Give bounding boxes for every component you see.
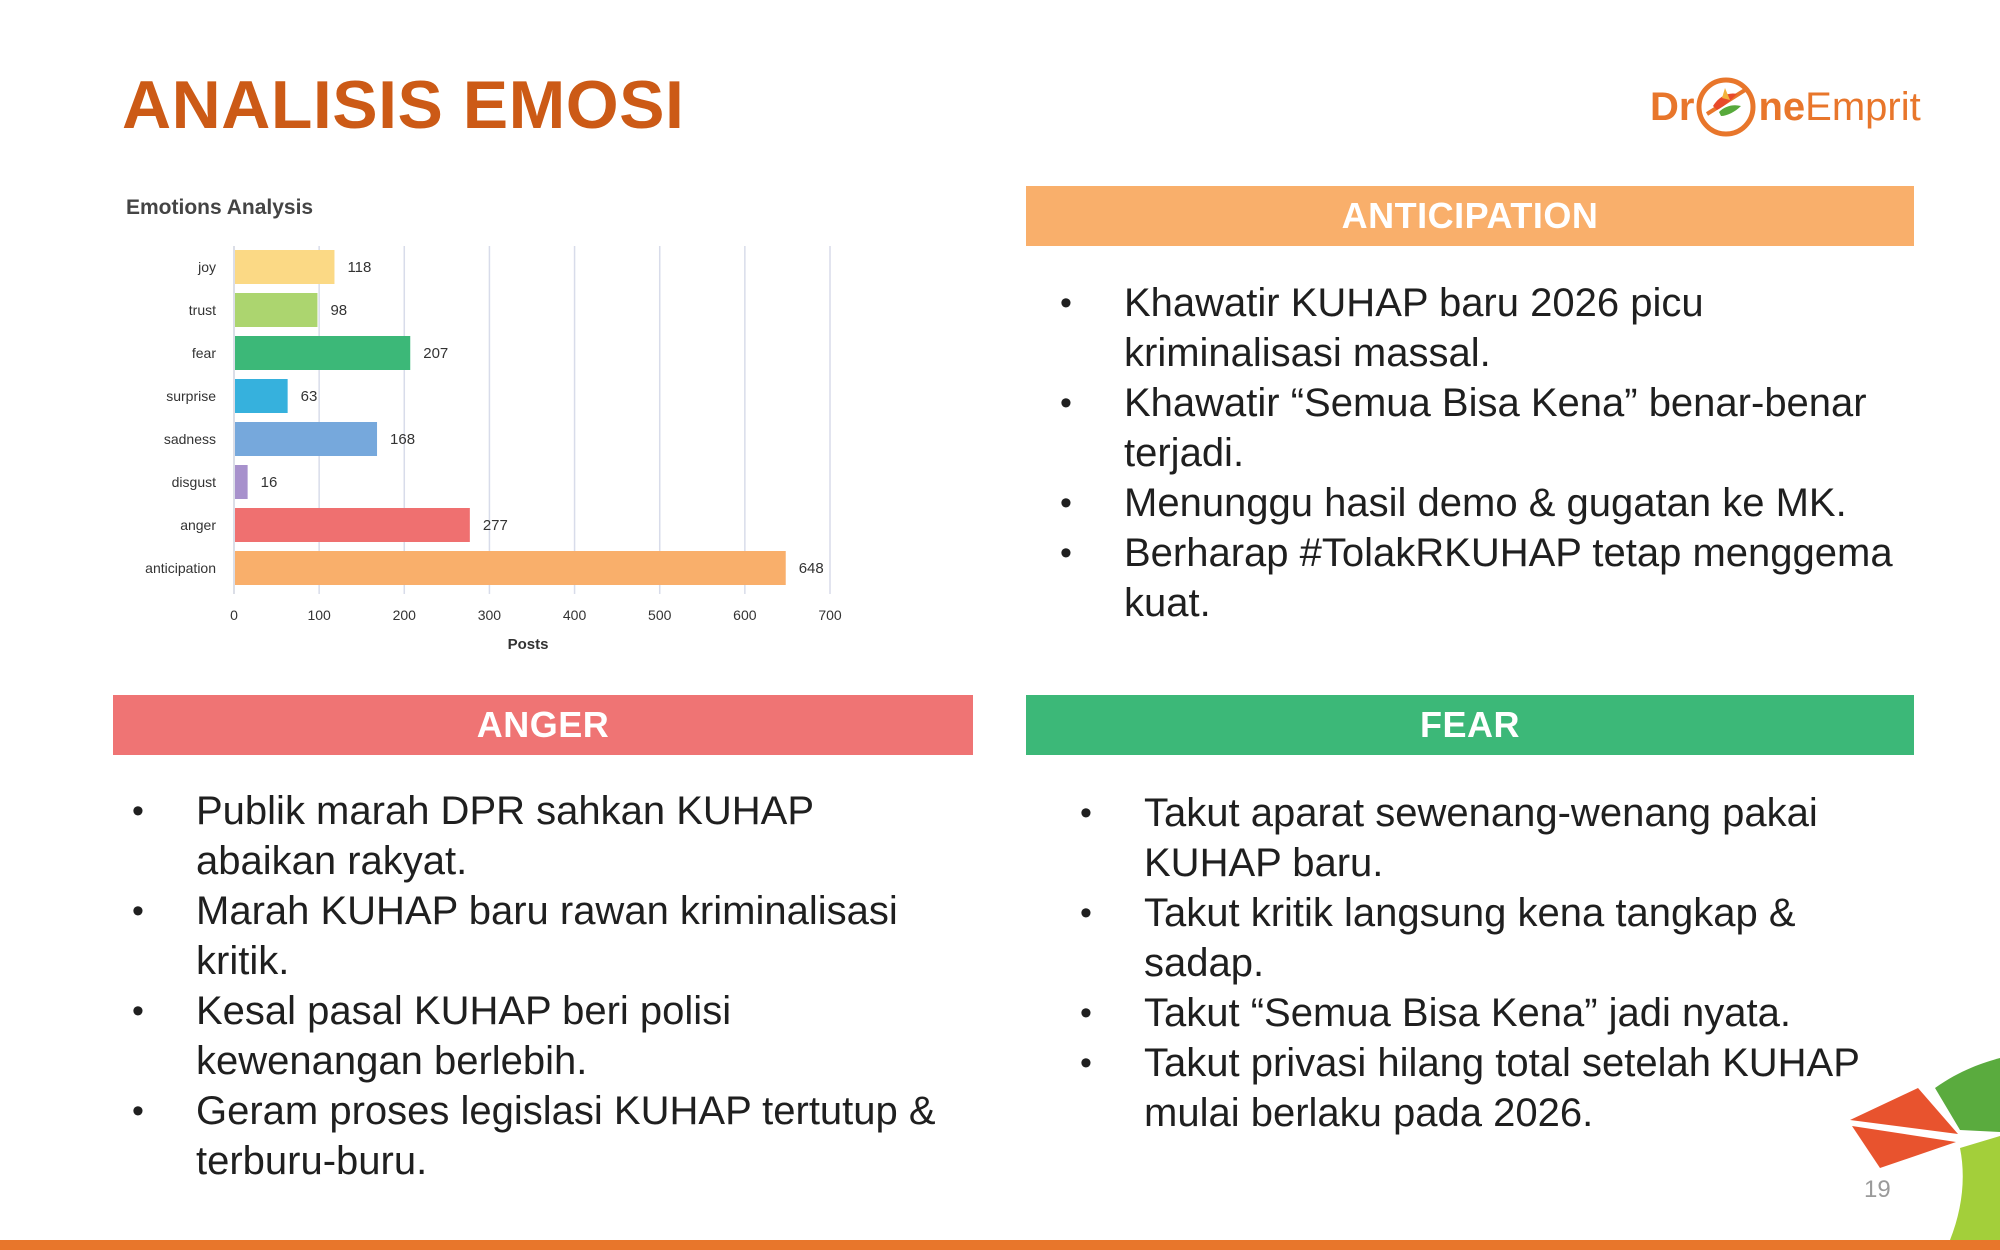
list-item: • Takut kritik langsung kena tangkap & sadap.	[1080, 888, 1860, 988]
bird-emblem-icon	[1695, 76, 1757, 138]
bar-surprise	[235, 379, 288, 413]
bar-disgust	[235, 465, 248, 499]
category-label: anticipation	[145, 560, 216, 576]
page-number: 19	[1864, 1176, 1891, 1203]
category-label: fear	[191, 345, 216, 361]
list-item: • Kesal pasal KUHAP beri polisi kewenangan berlebih.	[132, 986, 962, 1086]
x-tick-label: 600	[733, 607, 757, 623]
data-label: 168	[390, 431, 416, 448]
x-tick-label: 200	[392, 607, 416, 623]
list-item: • Khawatir KUHAP baru 2026 picu kriminalisasi massal.	[1060, 278, 1900, 378]
anticipation-title: ANTICIPATION	[1341, 195, 1599, 236]
fear-list	[1080, 788, 1860, 1138]
logo-text-dr: Dr	[1650, 84, 1695, 129]
fear-header	[1026, 695, 1914, 755]
category-label: disgust	[171, 474, 216, 490]
category-label: trust	[188, 302, 216, 318]
data-label: 63	[300, 388, 318, 405]
fear-title: FEAR	[1420, 704, 1520, 745]
anticipation-list	[1060, 278, 1900, 628]
list-item: • Marah KUHAP baru rawan kriminalisasi kritik.	[132, 886, 962, 986]
list-item: • Geram proses legislasi KUHAP tertutup & terburu-buru.	[132, 1086, 962, 1186]
bottom-accent-bar	[0, 1240, 2000, 1250]
data-label: 98	[330, 302, 348, 319]
chart-title: Emotions Analysis	[126, 196, 314, 219]
bar-anger	[235, 508, 470, 542]
data-label: 118	[347, 259, 372, 276]
emotions-bar-chart	[120, 230, 860, 650]
logo-text-ne: ne	[1758, 84, 1806, 129]
bar-joy	[235, 250, 334, 284]
category-label: surprise	[166, 388, 216, 404]
list-item: • Berharap #TolakRKUHAP tetap menggema kuat.	[1060, 528, 1900, 628]
drone-emprit-logo	[1650, 72, 1921, 142]
x-tick-label: 300	[477, 607, 502, 623]
list-item: • Khawatir “Semua Bisa Kena” benar-benar terjadi.	[1060, 378, 1900, 478]
list-item: • Takut “Semua Bisa Kena” jadi nyata.	[1080, 988, 1860, 1038]
category-label: anger	[180, 517, 216, 533]
bar-trust	[235, 293, 317, 327]
data-label: 16	[260, 474, 278, 491]
data-label: 207	[423, 345, 449, 362]
bar-anticipation	[235, 551, 786, 585]
list-item: • Publik marah DPR sahkan KUHAP abaikan rakyat.	[132, 786, 962, 886]
x-tick-label: 500	[648, 607, 672, 623]
corner-leaf-decoration	[1840, 1050, 2000, 1240]
x-tick-label: 100	[307, 607, 331, 623]
logo-text-emprit: Emprit	[1805, 84, 1921, 129]
anger-list	[132, 786, 962, 1186]
bar-sadness	[235, 422, 377, 456]
anger-header	[113, 695, 973, 755]
page-title: ANALISIS EMOSI	[122, 67, 685, 143]
bar-fear	[235, 336, 410, 370]
list-item: • Takut privasi hilang total setelah KUHAP mulai berlaku pada 2026.	[1080, 1038, 1860, 1138]
data-label: 277	[482, 517, 508, 534]
list-item: • Takut aparat sewenang-wenang pakai KUHAP baru.	[1080, 788, 1860, 888]
anticipation-header	[1026, 186, 1914, 246]
category-label: sadness	[163, 431, 216, 447]
x-tick-label: 0	[230, 607, 238, 623]
data-label: 648	[798, 560, 824, 577]
list-item: • Menunggu hasil demo & gugatan ke MK.	[1060, 478, 1900, 528]
x-axis-title: Posts	[507, 636, 549, 650]
x-tick-label: 700	[818, 607, 842, 623]
category-label: joy	[198, 259, 216, 275]
x-tick-label: 400	[562, 607, 587, 623]
anger-title: ANGER	[476, 704, 610, 745]
